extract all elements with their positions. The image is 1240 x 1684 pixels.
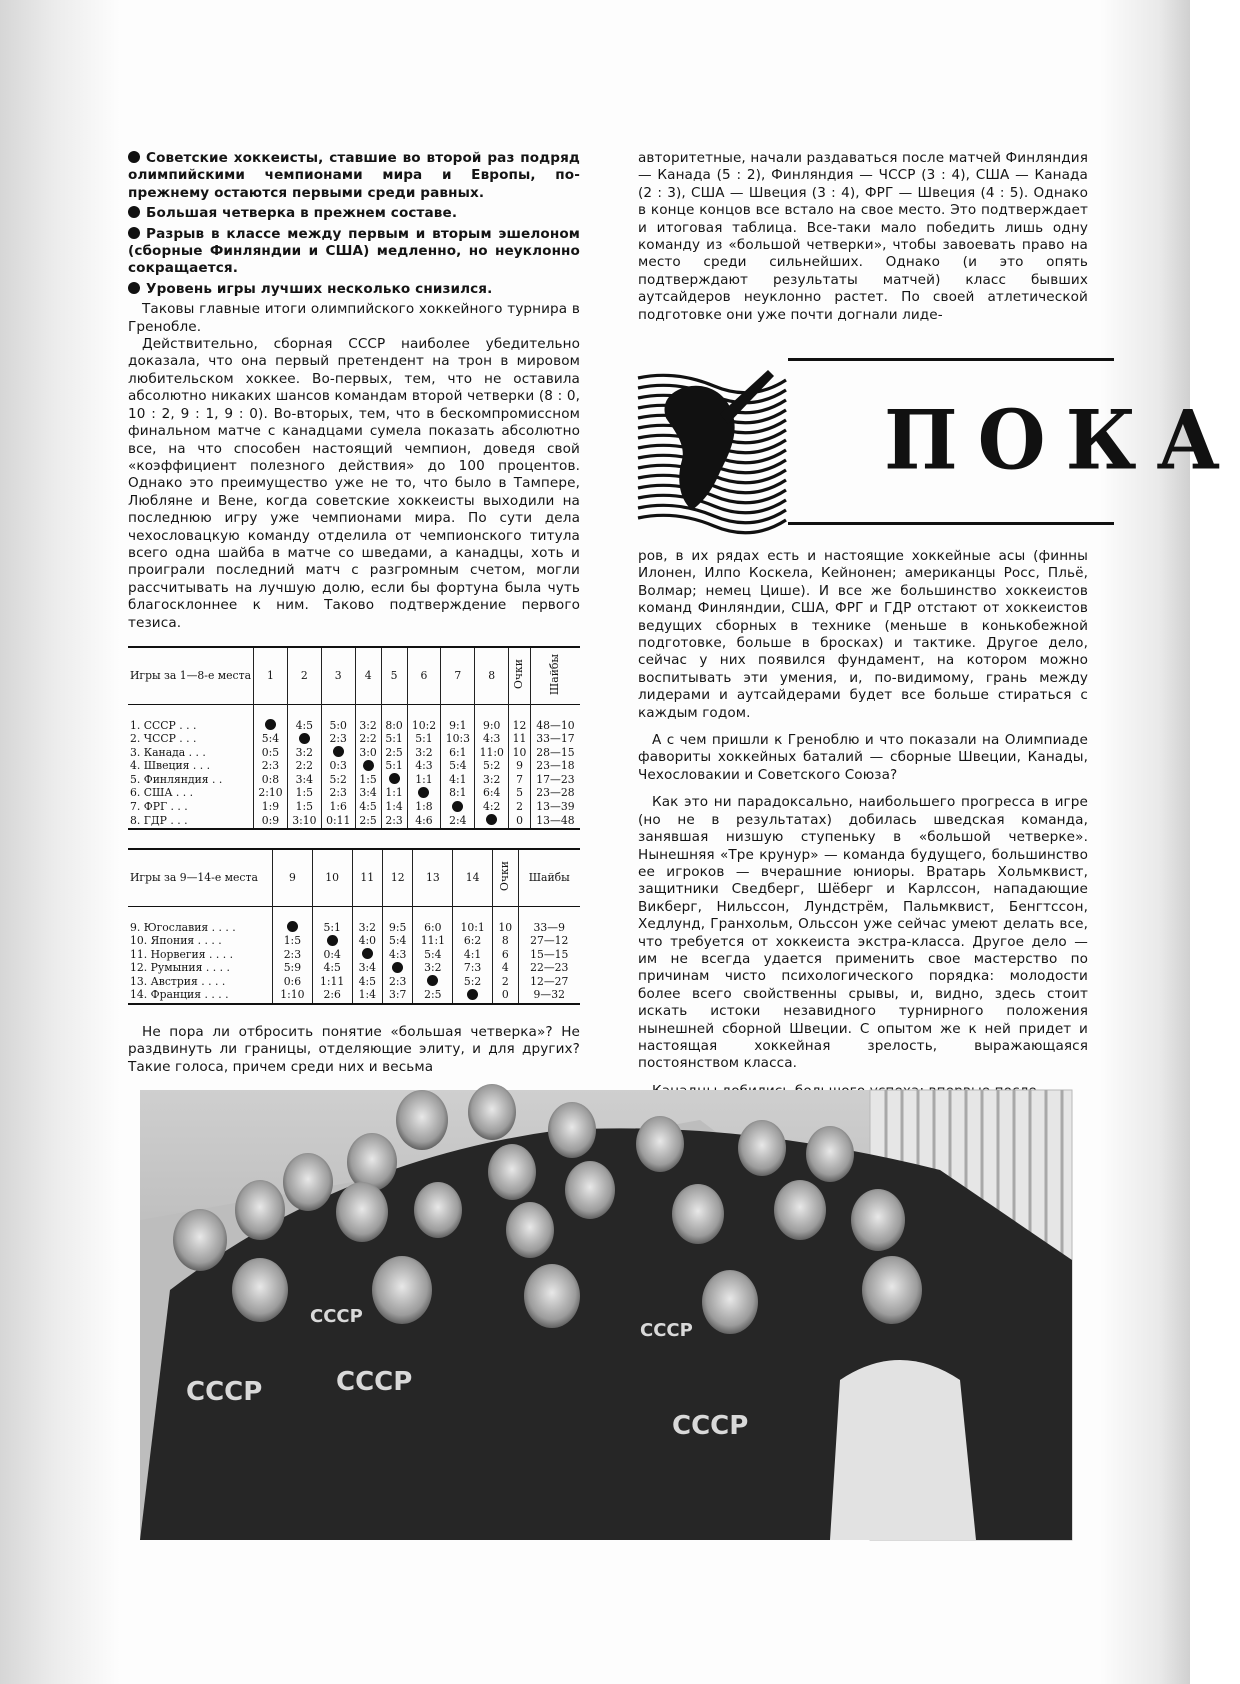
- score-cell: 3:2: [413, 962, 453, 976]
- team-name: 14. Франция . . . .: [130, 988, 229, 1002]
- points-cell: 0: [493, 989, 519, 1004]
- goals-cell: 28—15: [530, 746, 580, 760]
- table-row: [128, 975, 580, 989]
- goals-cell: 9—32: [518, 989, 580, 1004]
- goals-cell: 33—9: [518, 921, 580, 935]
- score-cell: 2:2: [355, 733, 381, 747]
- score-cell: 2:3: [381, 814, 407, 829]
- score-cell: 3:4: [355, 787, 381, 801]
- self-match-dot-cell: [287, 733, 321, 747]
- score-cell: 1:8: [407, 801, 441, 815]
- points-cell: 10: [493, 921, 519, 935]
- score-cell: 8:1: [441, 787, 475, 801]
- table1-col-header: 7: [441, 647, 475, 705]
- score-cell: 10:1: [453, 921, 493, 935]
- points-cell: 0: [509, 814, 531, 829]
- score-cell: 4:0: [352, 935, 382, 949]
- table-row: [128, 801, 580, 815]
- team-name: 6. США . . .: [130, 786, 194, 800]
- self-match-dot-cell: [441, 801, 475, 815]
- points-cell: 2: [493, 975, 519, 989]
- paragraph: Действительно, сборная СССР наиболее убедительно доказала, что она первый претендент на трон в мировом любительском хоккее. Во-первых, тем, что не оставила абсолютно никаких шансов командам второй четверки (8 : 0, 10 : 2, 9 : 1, 9 : 0). Во-вторых, тем, что в бескомпромиссном финальном матче с канадцами сумела показать абсолютно все, на что способен настоящий чемпион, доведя свой «коэффициент полезного действия» до 100 процентов. Однако это преимущество уже не то, что было в Тампере, Любляне и Вене, когда советские хоккеисты выходили на последнюю игру уже чемпионами мира. По сути дела чехословацкую команду отделила от чемпионского титула всего одна шайба в матче со шведами, а канадцы, хоть и проиграли последний матч с разгромным счетом, могли рассчитывать на лучшую долю, если бы фортуна была чуть благосклоннее к ним. Таково подтверждение первого тезиса.: [128, 336, 580, 631]
- score-cell: 1:9: [254, 801, 288, 815]
- self-match-dot-cell: [352, 948, 382, 962]
- table1-col-header: 4: [355, 647, 381, 705]
- score-cell: 5:0: [321, 719, 355, 733]
- team-name: 1. СССР . . .: [130, 718, 197, 732]
- score-cell: 6:2: [453, 935, 493, 949]
- score-cell: 3:2: [407, 746, 441, 760]
- score-cell: 6:4: [475, 787, 509, 801]
- score-cell: 4:1: [453, 948, 493, 962]
- goals-cell: 23—18: [530, 760, 580, 774]
- paragraph: Как это ни парадоксально, наибольшего прогресса в игре (но не в результатах) добилась шведская команда, занявшая низшую ступеньку в «большой четверке». Нынешняя «Тре крунур» — команда будущего, большинство ее игроков — вчерашние юниоры. Вратарь Хольмквист, защитники Сведберг, Шёберг и Карлссон, нападающие Викберг, Нильссон, Лундстрём, Пальмквист, Бенгтссон, Хедлунд, Гранхольм, Ольссон уже сейчас умеют делать все, что требуется от хоккеиста экстра-класса. Другое дело — им не всегда удается применить свое мастерство по причинам чисто психологического порядка: молодости более всего свойственны срывы, и, видно, здесь стоит искать истоки незавидного турнирного положения нынешней сборной Швеции. С опытом же к ней придет и настоящая хоккейная зрелость, выражающаяся постоянством класса.: [638, 794, 1088, 1072]
- table1-goals-header: Шайбы: [530, 647, 580, 705]
- team-name: 11. Норвегия . . . .: [130, 947, 234, 961]
- goals-cell: 15—15: [518, 948, 580, 962]
- score-cell: 9:1: [441, 719, 475, 733]
- score-cell: 10:3: [441, 733, 475, 747]
- self-match-dot-cell: [383, 962, 413, 976]
- score-cell: 11:0: [475, 746, 509, 760]
- points-cell: 12: [509, 719, 531, 733]
- filled-circle-icon: [392, 962, 403, 973]
- self-match-dot-cell: [475, 814, 509, 829]
- team-name: 8. ГДР . . .: [130, 813, 188, 827]
- score-cell: 5:4: [254, 733, 288, 747]
- points-cell: 5: [509, 787, 531, 801]
- points-cell: 6: [493, 948, 519, 962]
- standings-table-1-8: [128, 646, 580, 830]
- table-row: [128, 746, 580, 760]
- score-cell: 5:9: [273, 962, 313, 976]
- score-cell: 2:3: [321, 787, 355, 801]
- article-heading: [636, 358, 1240, 530]
- table2-goals-header: Шайбы: [518, 849, 580, 907]
- score-cell: 5:4: [383, 935, 413, 949]
- table-row: [128, 962, 580, 976]
- jersey-text: СССР: [672, 1411, 749, 1441]
- goals-cell: 27—12: [518, 935, 580, 949]
- score-cell: 11:1: [413, 935, 453, 949]
- score-cell: 6:1: [441, 746, 475, 760]
- score-cell: 0:6: [273, 975, 313, 989]
- filled-circle-icon: [327, 935, 338, 946]
- self-match-dot-cell: [321, 746, 355, 760]
- score-cell: 5:2: [453, 975, 493, 989]
- goals-cell: 17—23: [530, 773, 580, 787]
- table1-col-header: 2: [287, 647, 321, 705]
- score-cell: 1:11: [312, 975, 352, 989]
- score-cell: 0:3: [321, 760, 355, 774]
- lower-left-text: [128, 1024, 580, 1076]
- table1-col-header: 1: [254, 647, 288, 705]
- score-cell: 3:4: [352, 962, 382, 976]
- team-name: 4. Швеция . . .: [130, 759, 211, 773]
- table-row: [128, 773, 580, 787]
- self-match-dot-cell: [312, 935, 352, 949]
- points-cell: 7: [509, 773, 531, 787]
- bullet-dot-icon: [128, 282, 140, 294]
- jersey-text: СССР: [310, 1306, 363, 1327]
- goals-cell: 13—48: [530, 814, 580, 829]
- self-match-dot-cell: [453, 989, 493, 1004]
- self-match-dot-cell: [407, 787, 441, 801]
- score-cell: 0:8: [254, 773, 288, 787]
- score-cell: 2:3: [254, 760, 288, 774]
- filled-circle-icon: [265, 719, 276, 730]
- team-name: 7. ФРГ . . .: [130, 800, 188, 814]
- table1-points-header: Очки: [509, 647, 531, 705]
- points-cell: 8: [493, 935, 519, 949]
- filled-circle-icon: [333, 746, 344, 757]
- filled-circle-icon: [363, 760, 374, 771]
- bullet-dot-icon: [128, 206, 140, 218]
- table1-col-header: 8: [475, 647, 509, 705]
- score-cell: 2:5: [381, 746, 407, 760]
- filled-circle-icon: [467, 989, 478, 1000]
- score-cell: 6:0: [413, 921, 453, 935]
- score-cell: 4:5: [287, 719, 321, 733]
- score-cell: 2:10: [254, 787, 288, 801]
- goals-cell: 22—23: [518, 962, 580, 976]
- score-cell: 3:10: [287, 814, 321, 829]
- table-row: [128, 989, 580, 1004]
- heading-rule-bottom: [788, 522, 1114, 525]
- score-cell: 9:0: [475, 719, 509, 733]
- bullet-dot-icon: [128, 227, 140, 239]
- table2-col-header: 13: [413, 849, 453, 907]
- score-cell: 4:3: [407, 760, 441, 774]
- self-match-dot-cell: [254, 719, 288, 733]
- self-match-dot-cell: [413, 975, 453, 989]
- score-cell: 4:1: [441, 773, 475, 787]
- filled-circle-icon: [452, 801, 463, 812]
- score-cell: 1:1: [381, 787, 407, 801]
- score-cell: 2:6: [312, 989, 352, 1004]
- score-cell: 5:2: [321, 773, 355, 787]
- score-cell: 5:1: [312, 921, 352, 935]
- bullet-1: Советские хоккеисты, ставшие во второй раз подряд олимпийскими чемпионами мира и Европы, по-прежнему остаются первыми среди равных.: [128, 150, 580, 201]
- bullet-2: Большая четверка в прежнем составе.: [128, 205, 580, 222]
- score-cell: 4:5: [352, 975, 382, 989]
- self-match-dot-cell: [273, 921, 313, 935]
- table2-col-header: 10: [312, 849, 352, 907]
- table-row: [128, 948, 580, 962]
- table-row: [128, 814, 580, 829]
- points-cell: 10: [509, 746, 531, 760]
- score-cell: 0:11: [321, 814, 355, 829]
- right-column-top: [638, 150, 1088, 324]
- score-cell: 4:6: [407, 814, 441, 829]
- goals-cell: 33—17: [530, 733, 580, 747]
- score-cell: 0:5: [254, 746, 288, 760]
- table-row: [128, 760, 580, 774]
- table2-header-label: Игры за 9—14-е места: [130, 870, 258, 884]
- score-cell: 1:10: [273, 989, 313, 1004]
- filled-circle-icon: [486, 814, 497, 825]
- score-cell: 2:3: [383, 975, 413, 989]
- hockey-player-graphic-icon: [636, 360, 786, 528]
- goals-cell: 48—10: [530, 719, 580, 733]
- score-cell: 8:0: [381, 719, 407, 733]
- goals-cell: 13—39: [530, 801, 580, 815]
- bullet-dot-icon: [128, 151, 140, 163]
- filled-circle-icon: [362, 948, 373, 959]
- score-cell: 2:4: [441, 814, 475, 829]
- score-cell: 4:2: [475, 801, 509, 815]
- table-row: [128, 787, 580, 801]
- team-name: 13. Австрия . . . .: [130, 974, 226, 988]
- paragraph: авторитетные, начали раздаваться после матчей Финляндия — Канада (5 : 2), Финляндия — ЧССР (3 : 4), США — Канада (2 : 3), США — Швеция (3 : 4), ФРГ — Швеция (4 : 5). Однако в конце концов все встало на свое место. Это подтверждает и итоговая таблица. Все-таки мало победить лишь одну команду из «большой четверки», чтобы завоевать право на место среди сильнейших. Однако (и это опять подтверждают результаты матчей) класс бывших аутсайдеров неуклонно растет. По своей атлетической подготовке они уже почти догнали лиде-: [638, 150, 1088, 323]
- score-cell: 3:2: [355, 719, 381, 733]
- score-cell: 2:2: [287, 760, 321, 774]
- table-row: [128, 719, 580, 733]
- score-cell: 2:3: [273, 948, 313, 962]
- table2-col-header: 14: [453, 849, 493, 907]
- paragraph: Таковы главные итоги олимпийского хоккейного турнира в Гренобле.: [128, 301, 580, 335]
- left-column: [128, 150, 580, 632]
- jersey-text: СССР: [640, 1320, 693, 1341]
- standings-table-9-14: [128, 848, 580, 1005]
- jersey-text: СССР: [186, 1377, 263, 1407]
- score-cell: 5:4: [413, 948, 453, 962]
- team-name: 10. Япония . . . .: [130, 934, 222, 948]
- score-cell: 1:6: [321, 801, 355, 815]
- score-cell: 4:3: [475, 733, 509, 747]
- score-cell: 1:5: [287, 801, 321, 815]
- filled-circle-icon: [287, 921, 298, 932]
- heading-title: ПОКА: [884, 392, 1240, 489]
- table1-col-header: 5: [381, 647, 407, 705]
- team-name: 5. Финляндия . .: [130, 772, 223, 786]
- score-cell: 1:1: [407, 773, 441, 787]
- table1-col-header: 3: [321, 647, 355, 705]
- paragraph: ров, в их рядах есть и настоящие хоккейные асы (финны Илонен, Илпо Коскела, Кейнонен; американцы Росс, Пльё, Волмар; немец Цише). И все же большинство хоккеистов команд Финляндии, США, ФРГ и ГДР отстают от хоккеистов ведущих сборных в технике (меньше в конькобежной подготовке, больше в бросках) и тактике. Другое дело, сейчас у них появился фундамент, на котором можно воспитывать эти умения, и, по-видимому, грань между лидерами и аутсайдерами будет все больше стираться с каждым годом.: [638, 548, 1088, 721]
- score-cell: 1:5: [287, 787, 321, 801]
- score-cell: 5:1: [381, 733, 407, 747]
- jersey-text: СССР: [336, 1367, 413, 1397]
- score-cell: 3:2: [287, 746, 321, 760]
- goals-cell: 23—28: [530, 787, 580, 801]
- score-cell: 4:5: [355, 801, 381, 815]
- table1-col-header: 6: [407, 647, 441, 705]
- score-cell: 2:5: [355, 814, 381, 829]
- table2-spacer-row: [128, 907, 580, 922]
- table-row: [128, 921, 580, 935]
- paragraph: Не пора ли отбросить понятие «большая четверка»? Не раздвинуть ли границы, отделяющие элиту, и для других? Такие голоса, причем среди них и весьма: [128, 1024, 580, 1075]
- filled-circle-icon: [427, 975, 438, 986]
- score-cell: 2:3: [321, 733, 355, 747]
- score-cell: 0:4: [312, 948, 352, 962]
- score-cell: 9:5: [383, 921, 413, 935]
- score-cell: 0:9: [254, 814, 288, 829]
- score-cell: 1:5: [355, 773, 381, 787]
- points-cell: 11: [509, 733, 531, 747]
- score-cell: 3:2: [475, 773, 509, 787]
- self-match-dot-cell: [355, 760, 381, 774]
- score-cell: 1:5: [273, 935, 313, 949]
- points-cell: 2: [509, 801, 531, 815]
- score-cell: 7:3: [453, 962, 493, 976]
- table-row: [128, 733, 580, 747]
- score-cell: 3:7: [383, 989, 413, 1004]
- score-cell: 4:3: [383, 948, 413, 962]
- team-name: 9. Югославия . . . .: [130, 920, 236, 934]
- score-cell: 3:4: [287, 773, 321, 787]
- table2-col-header: 9: [273, 849, 313, 907]
- score-cell: 3:0: [355, 746, 381, 760]
- score-cell: 1:4: [381, 801, 407, 815]
- bullet-4: Уровень игры лучших несколько снизился.: [128, 281, 580, 298]
- filled-circle-icon: [299, 733, 310, 744]
- team-name: 3. Канада . . .: [130, 745, 206, 759]
- table1-header-label: Игры за 1—8-е места: [130, 668, 252, 682]
- points-cell: 9: [509, 760, 531, 774]
- score-cell: 5:2: [475, 760, 509, 774]
- score-cell: 5:1: [381, 760, 407, 774]
- table2-col-header: 12: [383, 849, 413, 907]
- score-cell: 10:2: [407, 719, 441, 733]
- score-cell: 4:5: [312, 962, 352, 976]
- points-cell: 4: [493, 962, 519, 976]
- right-column-bottom: [638, 548, 1088, 1100]
- heading-rule-top: [788, 358, 1114, 361]
- table-row: [128, 935, 580, 949]
- team-photo-image: [140, 1090, 1072, 1540]
- score-cell: 5:1: [407, 733, 441, 747]
- table2-col-header: 11: [352, 849, 382, 907]
- team-name: 2. ЧССР . . .: [130, 732, 197, 746]
- bullet-3: Разрыв в классе между первым и вторым эшелоном (сборные Финляндии и США) медленно, но неуклонно сокращается.: [128, 225, 580, 277]
- score-cell: 5:4: [441, 760, 475, 774]
- self-match-dot-cell: [381, 773, 407, 787]
- team-photo: [140, 1090, 1072, 1540]
- team-name: 12. Румыния . . . .: [130, 961, 230, 975]
- goals-cell: 12—27: [518, 975, 580, 989]
- paragraph: А с чем пришли к Греноблю и что показали на Олимпиаде фавориты хоккейных баталий — сборные Швеции, Канады, Чехословакии и Советского Союза?: [638, 732, 1088, 783]
- table2-points-header: Очки: [493, 849, 519, 907]
- filled-circle-icon: [418, 787, 429, 798]
- score-cell: 1:4: [352, 989, 382, 1004]
- filled-circle-icon: [389, 773, 400, 784]
- table1-spacer-row: [128, 705, 580, 720]
- score-cell: 3:2: [352, 921, 382, 935]
- score-cell: 2:5: [413, 989, 453, 1004]
